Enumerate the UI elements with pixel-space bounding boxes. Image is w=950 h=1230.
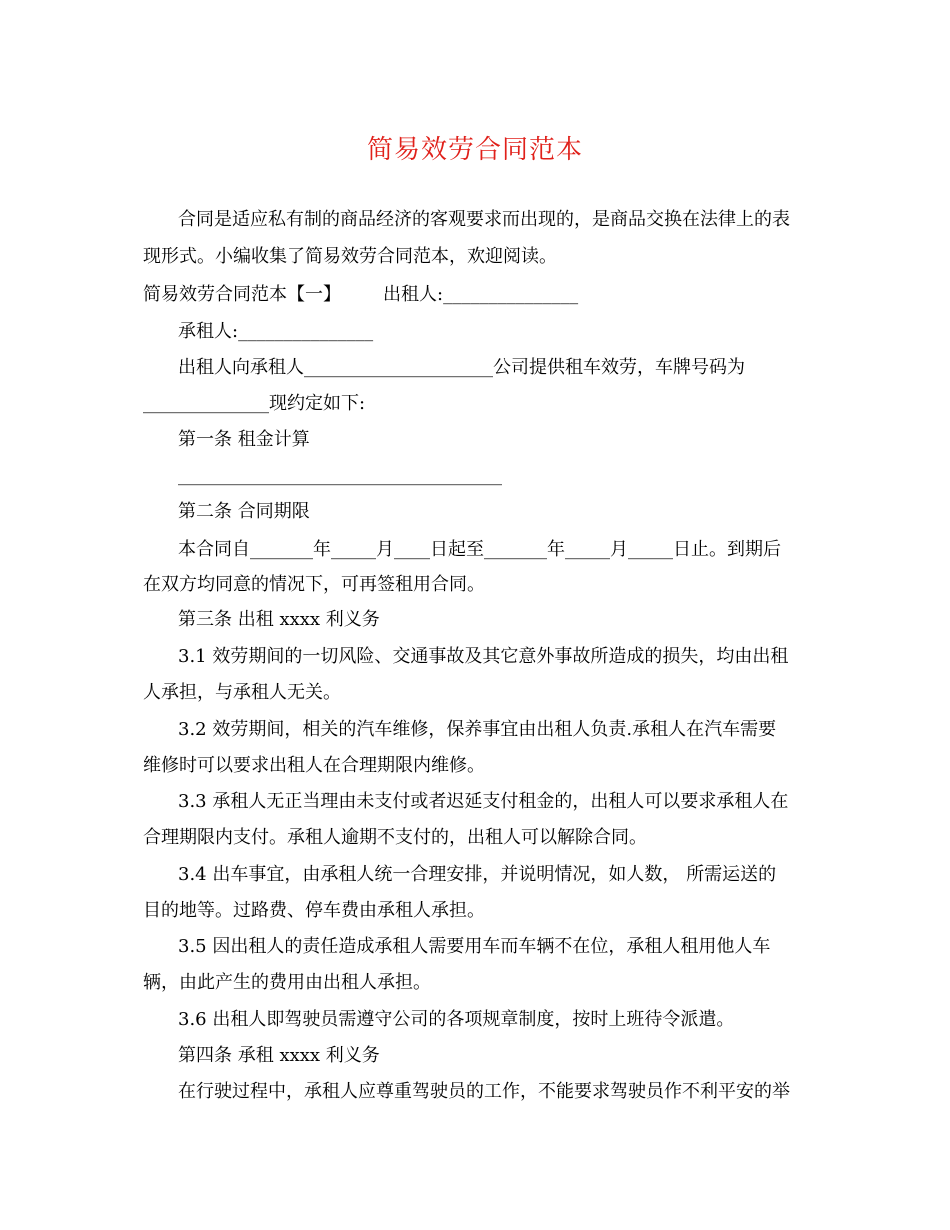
document-line: 在双方均同意的情况下，可再签租用合同。 [143,574,485,595]
article-heading: 第二条 合同期限 [178,501,310,522]
document-line: 出租人向承租人_____________________公司提供租车效劳，车牌号码为 [178,357,745,378]
document-line: 在行驶过程中，承租人应尊重驾驶员的工作，不能要求驾驶员作不利平安的举 [178,1081,790,1102]
clause-line: 辆，由此产生的费用由出租人承担。 [143,972,431,993]
intro-line: 合同是适应私有制的商品经济的客观要求而出现的，是商品交换在法律上的表 [178,209,790,230]
clause-line: 维修时可以要求出租人在合理期限内维修。 [143,755,485,776]
article-heading: 第四条 承租 xxxx 利义务 [178,1045,380,1066]
clause-line: 3.1 效劳期间的一切风险、交通事故及其它意外事故所造成的损失，均由出租 [178,646,789,667]
document-line: ______________现约定如下: [143,393,366,414]
blank-line: ____________________________________ [178,465,502,486]
clause-line: 3.3 承租人无正当理由未支付或者迟延支付租金的，出租人可以要求承租人在 [178,791,789,812]
clause-line: 目的地等。过路费、停车费由承租人承担。 [143,900,485,921]
section-heading: 简易效劳合同范本【一】 [143,284,341,305]
article-heading: 第三条 出租 xxxx 利义务 [178,609,380,630]
clause-line: 3.2 效劳期间，相关的汽车维修，保养事宜由出租人负责.承租人在汽车需要 [178,719,777,740]
clause-line: 3.6 出租人即驾驶员需遵守公司的各项规章制度，按时上班待令派遣。 [178,1009,735,1030]
clause-line: 3.4 出车事宜，由承租人统一合理安排，并说明情况，如人数， 所需运送的 [178,864,777,885]
document-title: 简易效劳合同范本 [366,135,583,165]
article-heading: 第一条 租金计算 [178,429,310,450]
lessor-field: 出租人:_______________ [383,284,579,305]
clause-line: 人承担，与承租人无关。 [143,682,341,703]
lessee-field: 承租人:_______________ [178,321,374,342]
intro-line: 现形式。小编收集了简易效劳合同范本，欢迎阅读。 [143,246,557,267]
clause-line: 3.5 因出租人的责任造成承租人需要用车而车辆不在位，承租人租用他人车 [178,936,771,957]
clause-line: 合理期限内支付。承租人逾期不支付的，出租人可以解除合同。 [143,827,647,848]
document-line: 本合同自_______年_____月____日起至_______年_____月_____日止。到期后 [178,539,781,560]
